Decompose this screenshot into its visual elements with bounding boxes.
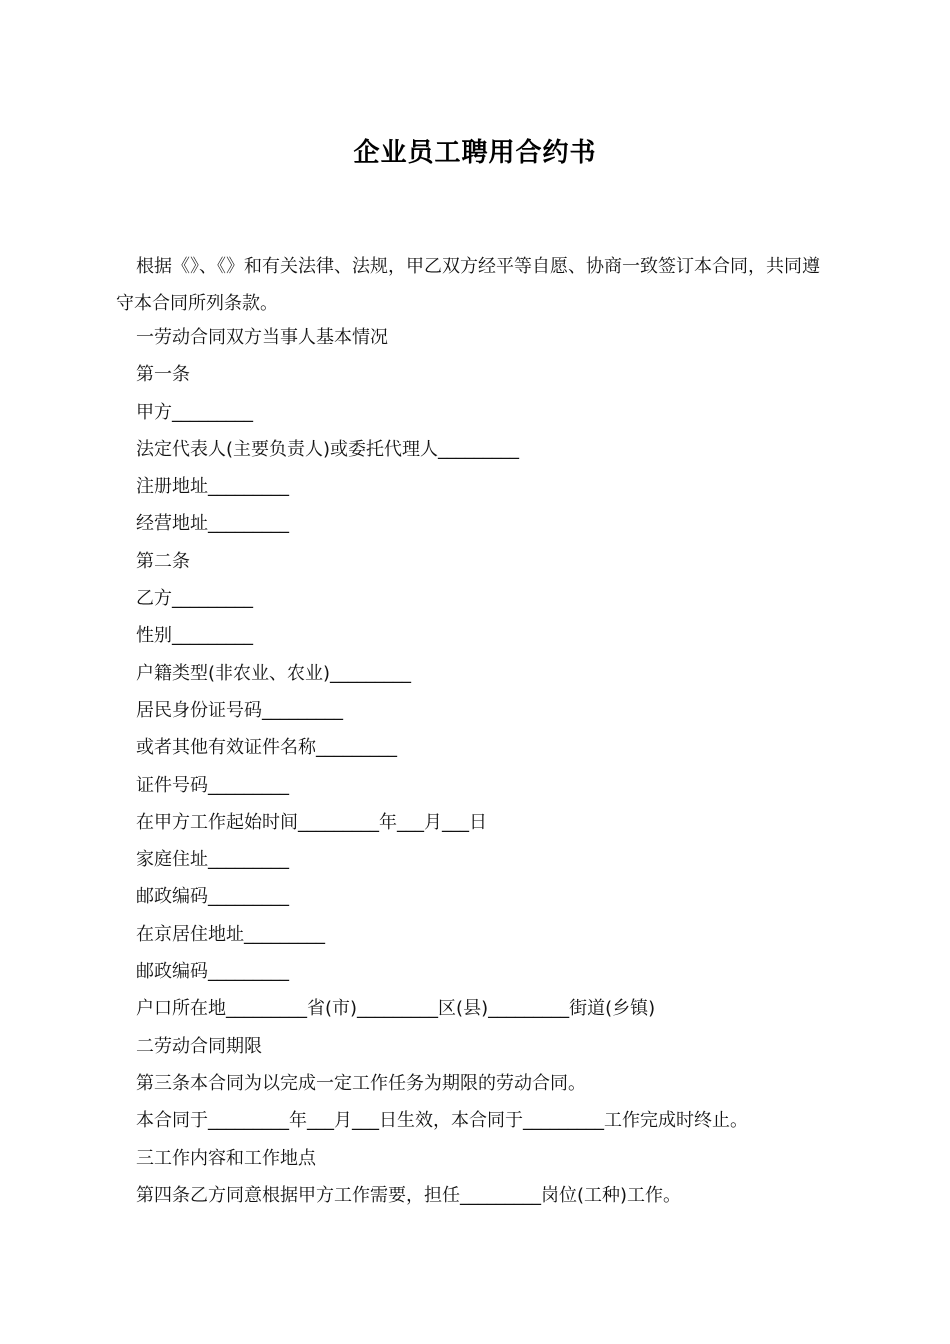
gender-field: 性别_________ [136,625,253,647]
intro-paragraph: 根据《》、《》和有关法律、法规，甲乙双方经平等自愿、协商一致签订本合同，共同遵守本合同所列条款。 [116,256,820,314]
article-1-heading: 第一条 [136,364,190,386]
section-heading-work: 三工作内容和工作地点 [136,1147,316,1169]
postal-code-field-2: 邮政编码_________ [136,961,289,983]
hukou-location-field: 户口所在地_________省(市)_________区(县)_________街道(乡镇) [136,998,656,1020]
other-certificate-name-field: 或者其他有效证件名称_________ [136,737,397,759]
article-4-text: 第四条乙方同意根据甲方工作需要，担任_________岗位(工种)工作。 [136,1184,682,1206]
party-b-field: 乙方_________ [136,588,253,610]
contract-body [136,319,836,1214]
document-title: 企业员工聘用合约书 [353,138,597,168]
certificate-number-field: 证件号码_________ [136,774,289,796]
beijing-address-field: 在京居住地址_________ [136,923,325,945]
id-number-field: 居民身份证号码_________ [136,699,343,721]
section-heading-parties: 一劳动合同双方当事人基本情况 [136,327,388,348]
home-address-field: 家庭住址_________ [136,849,289,871]
postal-code-field: 邮政编码_________ [136,886,289,908]
registered-address-field: 注册地址_________ [136,476,289,498]
business-address-field: 经营地址_________ [136,513,289,535]
contract-period-field: 本合同于_________年___月___日生效，本合同于_________工作完成时终止。 [136,1110,748,1132]
household-type-field: 户籍类型(非农业、农业)_________ [136,662,412,684]
start-date-field: 在甲方工作起始时间_________年___月___日 [136,811,487,833]
party-a-field: 甲方_________ [136,401,253,423]
section-heading-term: 二劳动合同期限 [136,1035,262,1057]
article-2-heading: 第二条 [136,550,190,572]
article-3-text: 第三条本合同为以完成一定工作任务为期限的劳动合同。 [136,1072,586,1094]
legal-representative-field: 法定代表人(主要负责人)或委托代理人_________ [136,438,520,460]
